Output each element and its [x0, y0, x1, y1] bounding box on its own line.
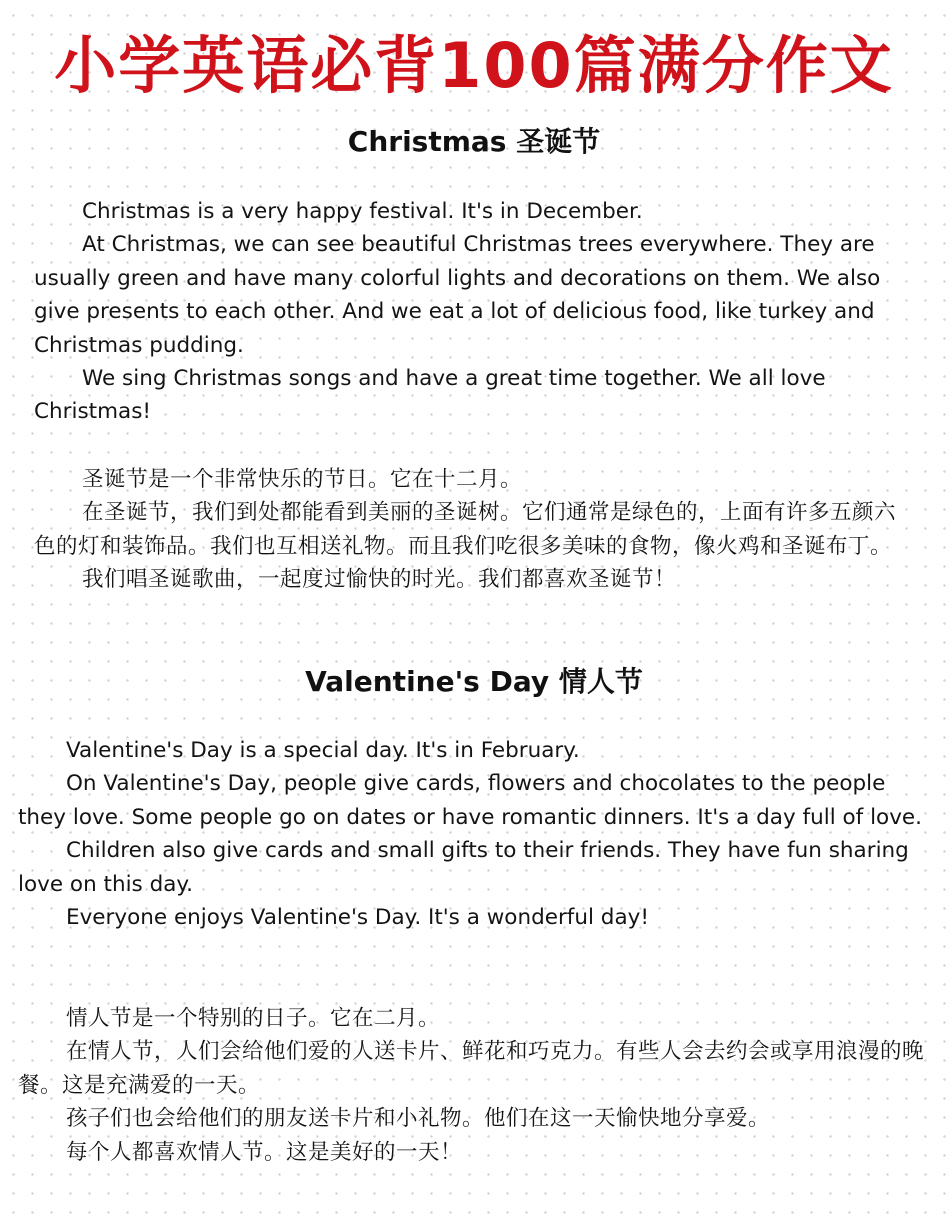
essay-paragraph: At Christmas, we can see beautiful Christmas trees everywhere. They are usually green and have many colorful lights and decorations on them. We also give presents to each other. And we eat a lot of delicious food, like turkey and Christmas pudding.	[34, 232, 881, 358]
essay-paragraph: 在情人节，人们会给他们爱的人送卡片、鲜花和巧克力。有些人会去约会或享用浪漫的晚餐。这是充满爱的一天。	[18, 1039, 925, 1098]
essay-paragraph: Everyone enjoys Valentine's Day. It's a wonderful day!	[66, 905, 649, 931]
essay-paragraph: On Valentine's Day, people give cards, flowers and chocolates to the people they love. Some people go on dates or have romantic dinners. It's a day full of love.	[18, 771, 922, 830]
christmas-english-essay	[34, 195, 914, 429]
essay-paragraph: Christmas is a very happy festival. It's in December.	[82, 199, 643, 224]
essay-paragraph: 孩子们也会给他们的朋友送卡片和小礼物。他们在这一天愉快地分享爱。	[66, 1106, 771, 1132]
essay-paragraph: 圣诞节是一个非常快乐的节日。它在十二月。	[82, 467, 523, 492]
christmas-chinese-essay	[34, 463, 914, 597]
essay-paragraph: 在圣诞节，我们到处都能看到美丽的圣诞树。它们通常是绿色的，上面有许多五颜六色的灯和装饰品。我们也互相送礼物。而且我们吃很多美味的食物，像火鸡和圣诞布丁。	[34, 500, 897, 559]
essay-paragraph: 情人节是一个特别的日子。它在二月。	[66, 1006, 441, 1031]
section-title-valentines: Valentine's Day 情人节	[305, 665, 643, 698]
essay-paragraph: We sing Christmas songs and have a great time together. We all love Christmas!	[34, 366, 826, 425]
essay-paragraph: Children also give cards and small gifts to their friends. They have fun sharing love on this day.	[18, 838, 909, 897]
essay-paragraph: Valentine's Day is a special day. It's in February.	[66, 738, 580, 763]
essay-paragraph: 我们唱圣诞歌曲，一起度过愉快的时光。我们都喜欢圣诞节！	[82, 567, 677, 593]
valentines-chinese-essay	[18, 1002, 928, 1169]
essay-paragraph: 每个人都喜欢情人节。这是美好的一天！	[66, 1139, 463, 1165]
section-title-christmas: Christmas 圣诞节	[347, 125, 601, 158]
valentines-english-essay	[18, 734, 928, 934]
page-title: 小学英语必背100篇满分作文	[54, 29, 894, 102]
